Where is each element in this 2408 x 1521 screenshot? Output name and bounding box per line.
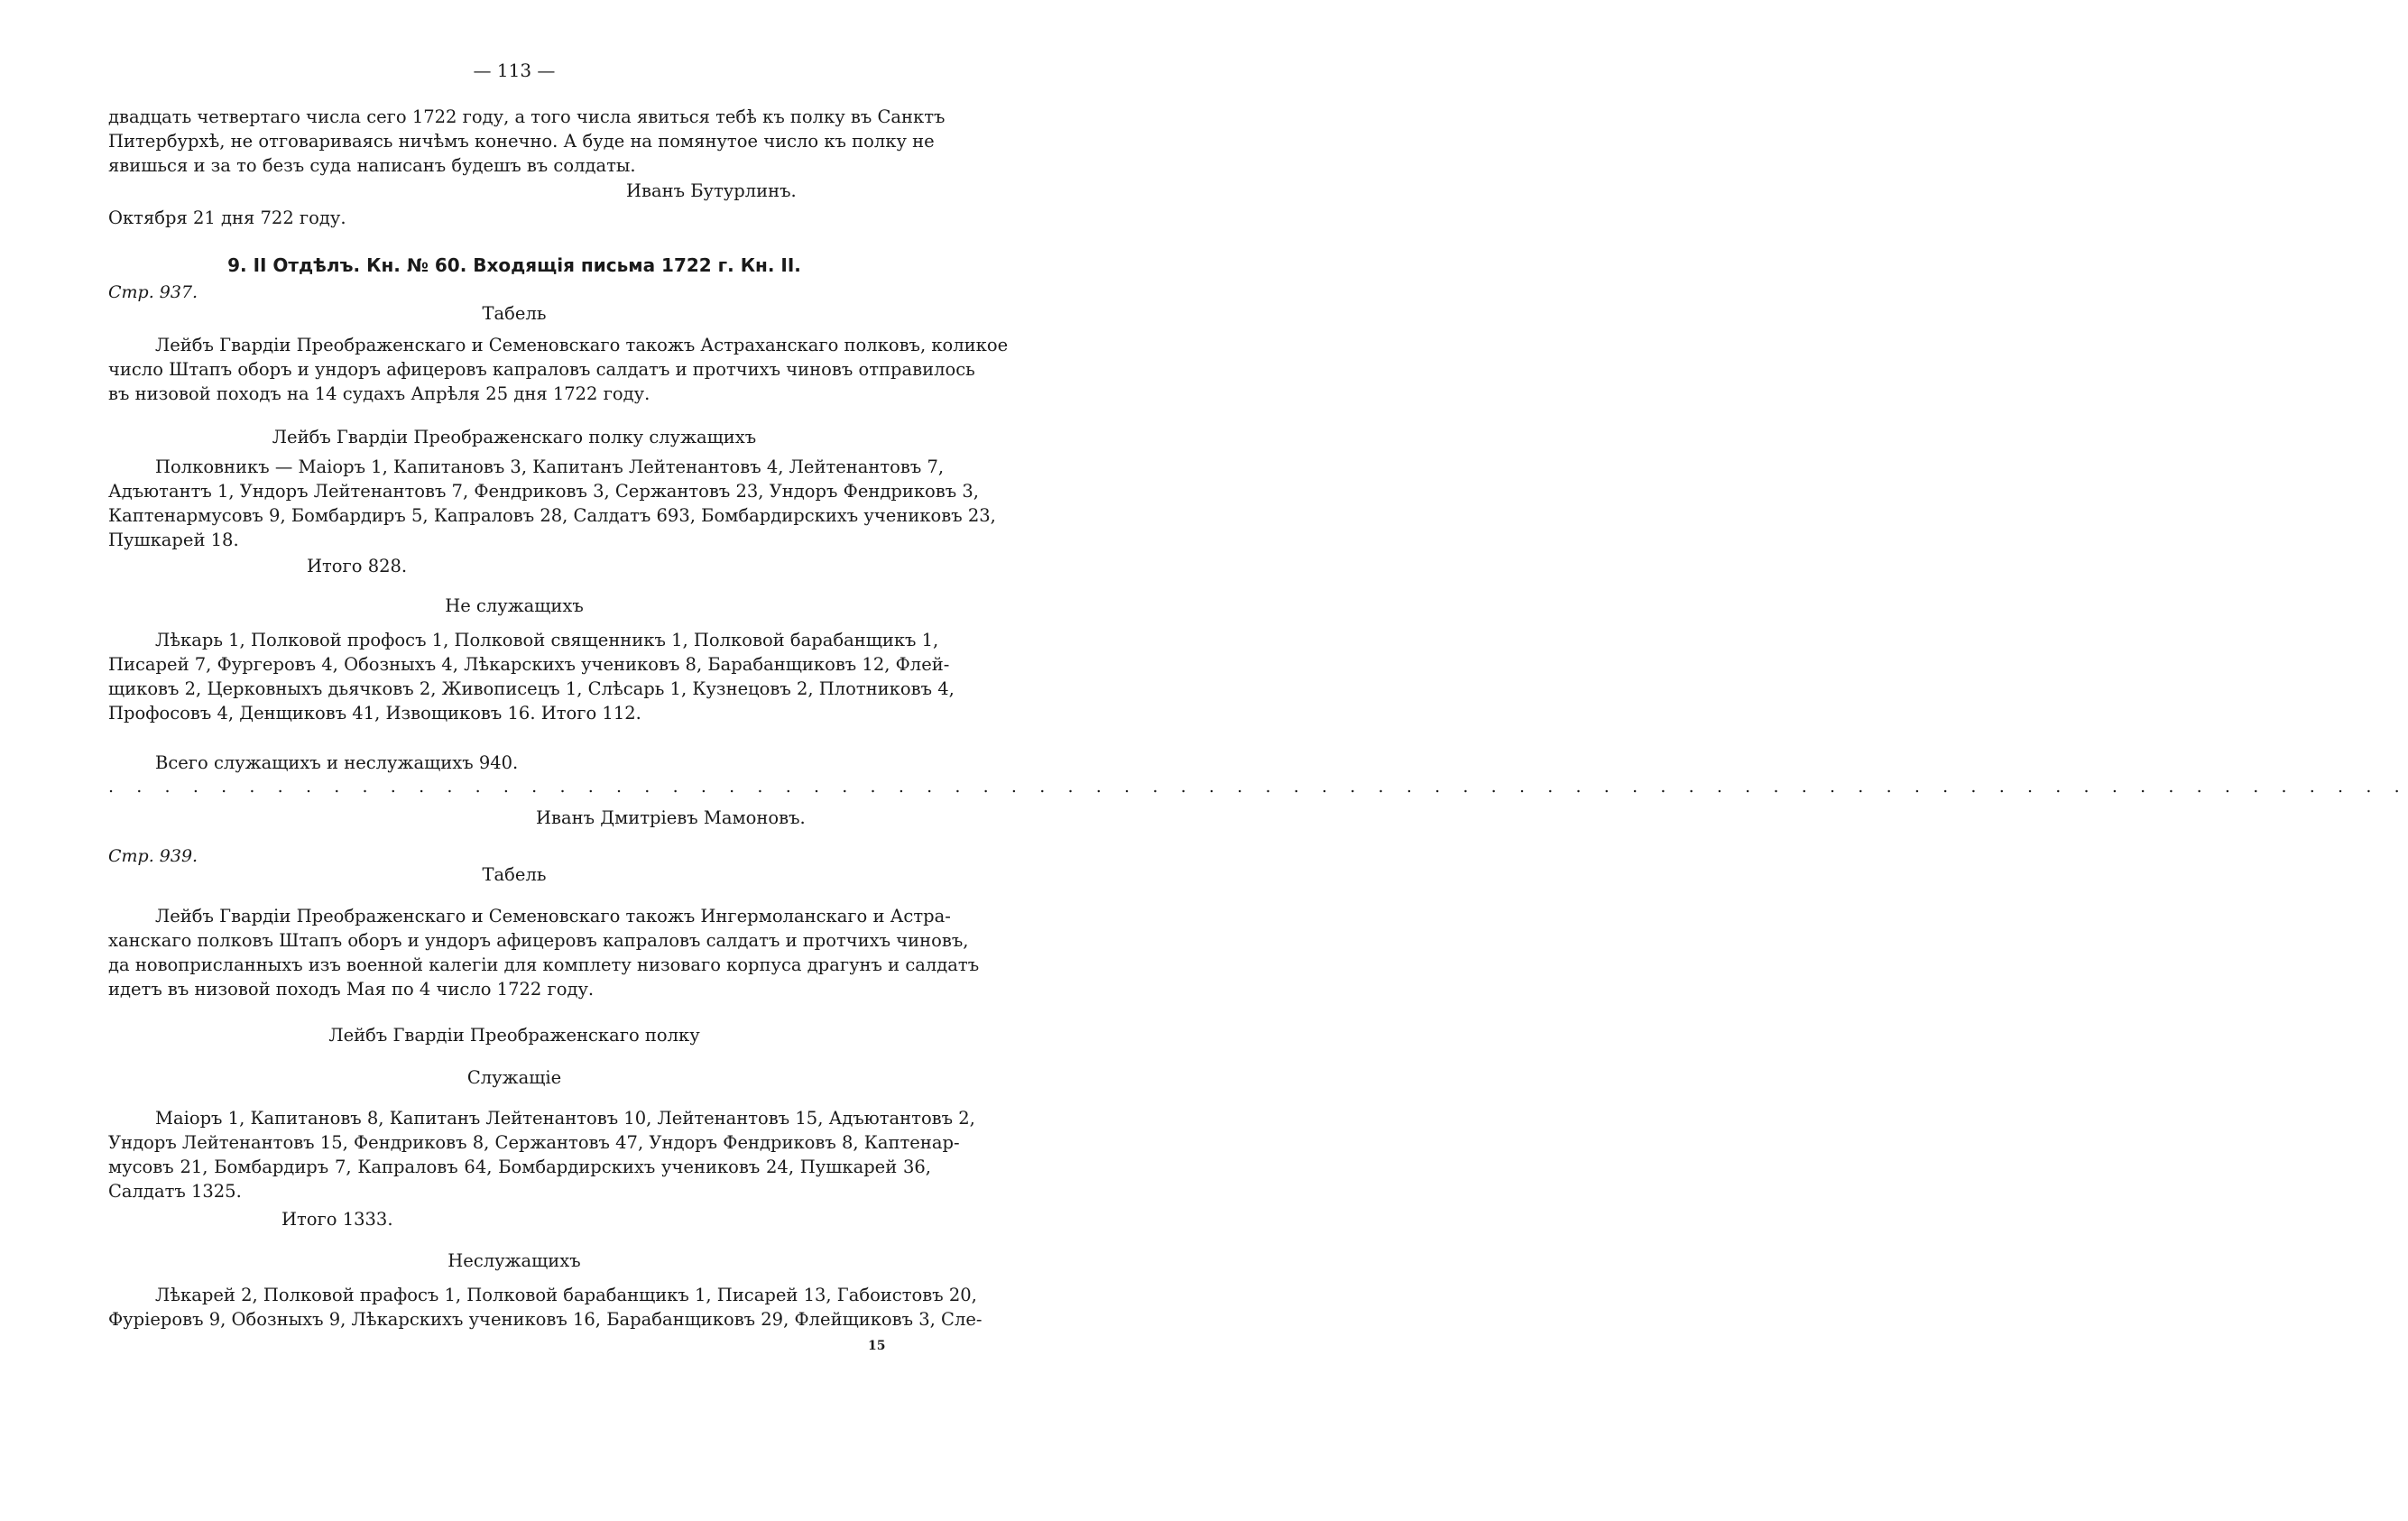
- table2-para-line-2: ханскаго полковъ Штапъ оборъ и ундоръ афицеровъ капраловъ салдатъ и протчихъ чиновъ,: [108, 930, 969, 951]
- table2-nonserving-line-1: Лѣкарей 2, Полковой прафосъ 1, Полковой барабанщикъ 1, Писарей 13, Габоистовъ 20,: [155, 1285, 977, 1305]
- table1-para-line-2: число Штапъ оборъ и ундоръ афицеровъ капраловъ салдатъ и протчихъ чиновъ отправилось: [108, 359, 975, 380]
- table2-serving-line-1: Маіоръ 1, Капитановъ 8, Капитанъ Лейтенантовъ 10, Лейтенантовъ 15, Адъютантовъ 2,: [155, 1108, 975, 1129]
- intro-line-1: двадцать четвертаго числа сего 1722 году, а того числа явиться тебѣ къ полку въ Санктъ: [108, 106, 946, 127]
- table2-para-line-4: идетъ въ низовой походъ Мая по 4 число 1722 году.: [108, 979, 595, 1000]
- table2-serving-line-2: Ундоръ Лейтенантовъ 15, Фендриковъ 8, Сержантовъ 47, Ундоръ Фендриковъ 8, Каптенар-: [108, 1132, 960, 1153]
- dotted-separator: . . . . . . . . . . . . . . . . . . . . . . . . . . . . . . . . . . . . . . . . . . . . . . . . . . . . . . . . . . . . . . . . . . . . . . . . . . . . . . . . . .: [108, 777, 2408, 797]
- section-heading: 9. II Отдѣлъ. Кн. № 60. Входящія письма 1722 г. Кн. II.: [227, 254, 801, 276]
- page-ref-939: Стр. 939.: [108, 846, 198, 866]
- table1-grand-total: Всего служащихъ и неслужащихъ 940.: [155, 752, 519, 773]
- table1-serving-line-4: Пушкарей 18.: [108, 530, 239, 550]
- table1-nonserving-line-3: щиковъ 2, Церковныхъ дьячковъ 2, Живописецъ 1, Слѣсарь 1, Кузнецовъ 2, Плотниковъ 4,: [108, 678, 955, 699]
- intro-line-2: Питербурхѣ, не отговариваясь ничѣмъ конечно. А буде на помянутое число къ полку не: [108, 131, 935, 152]
- table2-serving-line-3: мусовъ 21, Бомбардиръ 7, Капраловъ 64, Бомбардирскихъ учениковъ 24, Пушкарей 36,: [108, 1157, 931, 1177]
- table2-para-line-3: да новоприсланныхъ изъ военной калегіи для комплету низоваго корпуса драгунъ и салдатъ: [108, 954, 980, 975]
- table1-nonserving-line-4: Профосовъ 4, Денщиковъ 41, Извощиковъ 16. Итого 112.: [108, 703, 641, 724]
- table1-nonserving-title: Не служащихъ: [445, 595, 584, 616]
- table2-title: Табель: [482, 864, 547, 885]
- table1-signature: Иванъ Дмитріевъ Мамоновъ.: [536, 807, 806, 828]
- intro-line-3: явишься и за то безъ суда написанъ будешъ въ солдаты.: [108, 155, 636, 176]
- table1-para-line-1: Лейбъ Гвардіи Преображенскаго и Семеновскаго такожъ Астраханскаго полковъ, коликое: [155, 335, 1009, 355]
- page-number: — 113 —: [473, 60, 556, 81]
- table1-nonserving-line-1: Лѣкарь 1, Полковой профосъ 1, Полковой священникъ 1, Полковой барабанщикъ 1,: [155, 630, 939, 650]
- table1-title: Табель: [482, 303, 547, 324]
- page-ref-937: Стр. 937.: [108, 282, 198, 302]
- table1-para-line-3: въ низовой походъ на 14 судахъ Апрѣля 25 дня 1722 году.: [108, 383, 650, 404]
- table2-para-line-1: Лейбъ Гвардіи Преображенскаго и Семеновскаго такожъ Ингермоланскаго и Астра-: [155, 906, 951, 926]
- intro-signature: Иванъ Бутурлинъ.: [626, 180, 797, 201]
- table1-serving-line-1: Полковникъ — Маіоръ 1, Капитановъ 3, Капитанъ Лейтенантовъ 4, Лейтенантовъ 7,: [155, 456, 945, 477]
- table1-nonserving-line-2: Писарей 7, Фургеровъ 4, Обозныхъ 4, Лѣкарскихъ учениковъ 8, Барабанщиковъ 12, Флей-: [108, 654, 950, 675]
- table1-serving-title: Лейбъ Гвардіи Преображенскаго полку служащихъ: [272, 427, 757, 447]
- table1-serving-line-3: Каптенармусовъ 9, Бомбардиръ 5, Капраловъ 28, Салдатъ 693, Бомбардирскихъ учениковъ 23,: [108, 505, 996, 526]
- table2-serving-line-4: Салдатъ 1325.: [108, 1181, 242, 1202]
- table2-serving-total: Итого 1333.: [281, 1209, 393, 1230]
- intro-date: Октября 21 дня 722 году.: [108, 207, 346, 228]
- table1-serving-total: Итого 828.: [307, 556, 408, 576]
- table2-nonserving-title: Неслужащихъ: [447, 1250, 581, 1271]
- signature-mark: 15: [868, 1339, 886, 1353]
- table1-serving-line-2: Адъютантъ 1, Ундоръ Лейтенантовъ 7, Фендриковъ 3, Сержантовъ 23, Ундоръ Фендриковъ 3,: [108, 481, 979, 502]
- table2-regiment-title: Лейбъ Гвардіи Преображенскаго полку: [328, 1025, 700, 1046]
- table2-nonserving-line-2: Фуріеровъ 9, Обозныхъ 9, Лѣкарскихъ учениковъ 16, Барабанщиковъ 29, Флейщиковъ 3, Сле-: [108, 1309, 983, 1330]
- table2-serving-title: Служащіе: [466, 1067, 562, 1088]
